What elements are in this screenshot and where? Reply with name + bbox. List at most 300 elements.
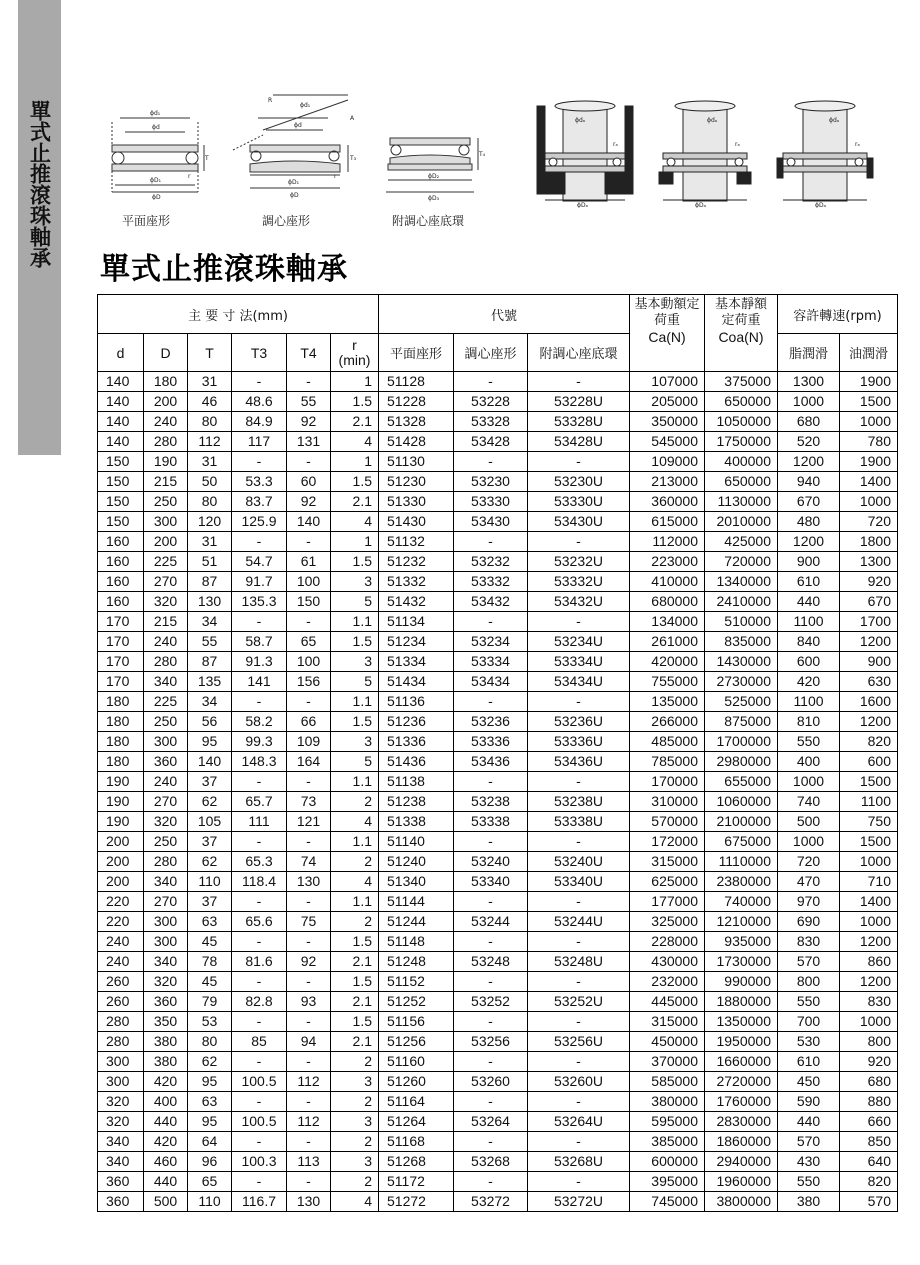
col-T: T: [188, 334, 232, 372]
cell-D: 440: [144, 1112, 188, 1132]
cell-D: 200: [144, 392, 188, 412]
cell-D: 280: [144, 652, 188, 672]
cell-oil-speed: 670: [840, 592, 898, 612]
cell-r: 3: [331, 1112, 379, 1132]
dim-label: rₐ: [855, 141, 860, 148]
col-T4: T4: [287, 334, 331, 372]
cell-flat-code: 51248: [379, 952, 454, 972]
cell-oil-speed: 570: [840, 1192, 898, 1212]
cell-r: 5: [331, 592, 379, 612]
cell-aligning-code: -: [454, 972, 528, 992]
cell-washer-code: 53234U: [528, 632, 630, 652]
dim-label: A: [350, 115, 355, 122]
cell-aligning-code: 53264: [454, 1112, 528, 1132]
cell-T3: -: [232, 1012, 287, 1032]
cell-oil-speed: 860: [840, 952, 898, 972]
cell-static-load: 2980000: [705, 752, 778, 772]
cell-grease-speed: 590: [778, 1092, 840, 1112]
cell-aligning-code: 53230: [454, 472, 528, 492]
cell-T4: 100: [287, 652, 331, 672]
cell-d: 150: [98, 472, 144, 492]
cell-flat-code: 51328: [379, 412, 454, 432]
cell-dynamic-load: 177000: [630, 892, 705, 912]
cell-T4: -: [287, 1172, 331, 1192]
dim-label: T₃: [350, 155, 357, 162]
cell-grease-speed: 530: [778, 1032, 840, 1052]
cell-dynamic-load: 109000: [630, 452, 705, 472]
cell-T3: 111: [232, 812, 287, 832]
cell-flat-code: 51264: [379, 1112, 454, 1132]
cell-aligning-code: -: [454, 932, 528, 952]
dim-label: rₐ: [613, 141, 618, 148]
cell-D: 200: [144, 532, 188, 552]
cell-dynamic-load: 315000: [630, 852, 705, 872]
cell-T3: 148.3: [232, 752, 287, 772]
cell-dynamic-load: 135000: [630, 692, 705, 712]
cell-d: 140: [98, 432, 144, 452]
col-aligning: 調心座形: [454, 334, 528, 372]
cell-D: 250: [144, 832, 188, 852]
cell-aligning-code: 53260: [454, 1072, 528, 1092]
cell-d: 140: [98, 392, 144, 412]
cell-D: 420: [144, 1132, 188, 1152]
cell-static-load: 720000: [705, 552, 778, 572]
cell-aligning-code: 53232: [454, 552, 528, 572]
dim-label: ϕD: [152, 194, 161, 200]
cell-d: 140: [98, 372, 144, 392]
cell-grease-speed: 450: [778, 1072, 840, 1092]
cell-oil-speed: 800: [840, 1032, 898, 1052]
cell-static-load: 525000: [705, 692, 778, 712]
cell-dynamic-load: 545000: [630, 432, 705, 452]
dim-label: r: [188, 173, 191, 180]
cell-T4: 130: [287, 872, 331, 892]
cell-r: 4: [331, 512, 379, 532]
cell-T3: 91.7: [232, 572, 287, 592]
cell-oil-speed: 710: [840, 872, 898, 892]
table-row: [98, 752, 898, 772]
cell-grease-speed: 940: [778, 472, 840, 492]
cell-aligning-code: 53240: [454, 852, 528, 872]
cell-T3: 100.5: [232, 1112, 287, 1132]
table-row: [98, 772, 898, 792]
cell-D: 360: [144, 992, 188, 1012]
cell-T4: -: [287, 972, 331, 992]
cell-static-load: 990000: [705, 972, 778, 992]
cell-T3: -: [232, 612, 287, 632]
cell-T4: -: [287, 1012, 331, 1032]
cell-washer-code: 53336U: [528, 732, 630, 752]
cell-d: 180: [98, 732, 144, 752]
cell-r: 1.1: [331, 692, 379, 712]
cell-grease-speed: 810: [778, 712, 840, 732]
cell-d: 300: [98, 1072, 144, 1092]
cell-T: 110: [188, 1192, 232, 1212]
cell-static-load: 1730000: [705, 952, 778, 972]
table-body: [98, 372, 898, 1212]
cell-aligning-code: -: [454, 1092, 528, 1112]
cell-flat-code: 51238: [379, 792, 454, 812]
cell-grease-speed: 840: [778, 632, 840, 652]
cell-T3: 99.3: [232, 732, 287, 752]
cell-aligning-code: -: [454, 832, 528, 852]
cell-dynamic-load: 445000: [630, 992, 705, 1012]
cell-grease-speed: 1000: [778, 392, 840, 412]
cell-washer-code: -: [528, 832, 630, 852]
col-r: r (min): [331, 334, 379, 372]
cell-D: 215: [144, 612, 188, 632]
cell-aligning-code: 53428: [454, 432, 528, 452]
cell-static-load: 875000: [705, 712, 778, 732]
table-row: [98, 1012, 898, 1032]
cell-washer-code: 53238U: [528, 792, 630, 812]
cell-T3: -: [232, 772, 287, 792]
cell-aligning-code: -: [454, 772, 528, 792]
cell-oil-speed: 1700: [840, 612, 898, 632]
cell-r: 2: [331, 1132, 379, 1152]
cell-d: 160: [98, 532, 144, 552]
cell-T: 95: [188, 1112, 232, 1132]
dim-label: ϕD₂: [428, 173, 439, 180]
cell-washer-code: -: [528, 892, 630, 912]
cell-oil-speed: 1000: [840, 492, 898, 512]
cell-r: 1.1: [331, 612, 379, 632]
cell-grease-speed: 470: [778, 872, 840, 892]
cell-washer-code: 53428U: [528, 432, 630, 452]
cell-T3: -: [232, 832, 287, 852]
cell-static-load: 1700000: [705, 732, 778, 752]
cell-oil-speed: 820: [840, 1172, 898, 1192]
cell-T: 45: [188, 972, 232, 992]
cell-r: 2.1: [331, 492, 379, 512]
cell-T: 56: [188, 712, 232, 732]
cell-T4: 73: [287, 792, 331, 812]
cell-flat-code: 51268: [379, 1152, 454, 1172]
table-row: [98, 932, 898, 952]
cell-static-load: 2010000: [705, 512, 778, 532]
cell-d: 360: [98, 1172, 144, 1192]
cell-r: 1.5: [331, 392, 379, 412]
cell-aligning-code: -: [454, 1012, 528, 1032]
cell-T3: 135.3: [232, 592, 287, 612]
cell-T4: -: [287, 532, 331, 552]
table-row: [98, 872, 898, 892]
cell-T: 80: [188, 1032, 232, 1052]
cell-grease-speed: 550: [778, 992, 840, 1012]
cell-T: 95: [188, 1072, 232, 1092]
table-row: [98, 492, 898, 512]
cell-oil-speed: 1200: [840, 972, 898, 992]
cell-static-load: 2940000: [705, 1152, 778, 1172]
table-row: [98, 392, 898, 412]
cell-flat-code: 51436: [379, 752, 454, 772]
cell-aligning-code: -: [454, 452, 528, 472]
cell-aligning-code: 53328: [454, 412, 528, 432]
cell-r: 2.1: [331, 952, 379, 972]
cell-D: 300: [144, 732, 188, 752]
cell-oil-speed: 1400: [840, 472, 898, 492]
cell-r: 3: [331, 1152, 379, 1172]
table-row: [98, 472, 898, 492]
page-title: 單式止推滾珠軸承: [100, 252, 348, 287]
cell-r: 1.5: [331, 1012, 379, 1032]
cell-d: 220: [98, 912, 144, 932]
cell-T: 87: [188, 652, 232, 672]
dim-label: ϕDₐ: [577, 202, 588, 208]
cell-T4: 74: [287, 852, 331, 872]
cell-d: 340: [98, 1152, 144, 1172]
cell-D: 240: [144, 632, 188, 652]
cell-T4: 55: [287, 392, 331, 412]
cell-T3: 48.6: [232, 392, 287, 412]
header-speed: 容許轉速(rpm): [778, 295, 898, 334]
header-main-dims: 主 要 寸 法(mm): [98, 295, 379, 334]
cell-grease-speed: 1200: [778, 452, 840, 472]
cell-r: 5: [331, 752, 379, 772]
cell-r: 1.5: [331, 972, 379, 992]
cell-dynamic-load: 172000: [630, 832, 705, 852]
cell-static-load: 1130000: [705, 492, 778, 512]
cell-r: 3: [331, 652, 379, 672]
cell-washer-code: 53240U: [528, 852, 630, 872]
cell-T: 62: [188, 1052, 232, 1072]
cell-D: 180: [144, 372, 188, 392]
cell-flat-code: 51156: [379, 1012, 454, 1032]
cell-flat-code: 51168: [379, 1132, 454, 1152]
cell-d: 280: [98, 1032, 144, 1052]
cell-dynamic-load: 385000: [630, 1132, 705, 1152]
cell-D: 380: [144, 1052, 188, 1072]
dim-label: ϕDₐ: [695, 202, 706, 208]
cell-T4: -: [287, 452, 331, 472]
table-row: [98, 1052, 898, 1072]
cell-T4: 60: [287, 472, 331, 492]
cell-static-load: 3800000: [705, 1192, 778, 1212]
cell-D: 240: [144, 412, 188, 432]
dim-label: T₄: [479, 151, 486, 158]
cell-flat-code: 51228: [379, 392, 454, 412]
cell-T: 37: [188, 832, 232, 852]
header-dynamic-load: 基本動額定荷重 Ca(N): [630, 295, 705, 372]
cell-grease-speed: 1300: [778, 372, 840, 392]
cell-grease-speed: 1000: [778, 832, 840, 852]
cell-d: 200: [98, 832, 144, 852]
cell-flat-code: 51332: [379, 572, 454, 592]
cell-d: 170: [98, 632, 144, 652]
cell-d: 260: [98, 992, 144, 1012]
cell-d: 170: [98, 652, 144, 672]
cell-T3: -: [232, 892, 287, 912]
cell-T3: 83.7: [232, 492, 287, 512]
cell-aligning-code: 53234: [454, 632, 528, 652]
cell-flat-code: 51134: [379, 612, 454, 632]
cell-d: 150: [98, 512, 144, 532]
cell-washer-code: -: [528, 612, 630, 632]
cell-aligning-code: 53272: [454, 1192, 528, 1212]
cell-flat-code: 51138: [379, 772, 454, 792]
cell-aligning-code: 53436: [454, 752, 528, 772]
cell-oil-speed: 850: [840, 1132, 898, 1152]
header-code: 代號: [379, 295, 630, 334]
cell-D: 340: [144, 672, 188, 692]
cell-flat-code: 51236: [379, 712, 454, 732]
cell-static-load: 835000: [705, 632, 778, 652]
cell-D: 500: [144, 1192, 188, 1212]
cell-d: 150: [98, 452, 144, 472]
cell-T: 37: [188, 892, 232, 912]
cell-dynamic-load: 395000: [630, 1172, 705, 1192]
cell-washer-code: 53338U: [528, 812, 630, 832]
cell-T4: 66: [287, 712, 331, 732]
cell-static-load: 935000: [705, 932, 778, 952]
cell-static-load: 1110000: [705, 852, 778, 872]
cell-T4: -: [287, 772, 331, 792]
cell-T4: 131: [287, 432, 331, 452]
cell-d: 300: [98, 1052, 144, 1072]
cell-r: 2.1: [331, 1032, 379, 1052]
cell-washer-code: 53228U: [528, 392, 630, 412]
cell-oil-speed: 880: [840, 1092, 898, 1112]
cell-static-load: 1660000: [705, 1052, 778, 1072]
cell-d: 200: [98, 872, 144, 892]
cell-oil-speed: 720: [840, 512, 898, 532]
cell-aligning-code: 53244: [454, 912, 528, 932]
cell-flat-code: 51256: [379, 1032, 454, 1052]
cell-oil-speed: 1200: [840, 632, 898, 652]
cell-d: 320: [98, 1092, 144, 1112]
cell-T3: -: [232, 692, 287, 712]
bearing-table-wrapper: [97, 294, 898, 1212]
cell-static-load: 2380000: [705, 872, 778, 892]
cell-dynamic-load: 370000: [630, 1052, 705, 1072]
table-row: [98, 572, 898, 592]
cell-static-load: 400000: [705, 452, 778, 472]
cell-grease-speed: 720: [778, 852, 840, 872]
cell-T4: 61: [287, 552, 331, 572]
cell-T: 51: [188, 552, 232, 572]
cell-aligning-code: 53268: [454, 1152, 528, 1172]
cell-washer-code: -: [528, 1012, 630, 1032]
cell-dynamic-load: 785000: [630, 752, 705, 772]
cell-D: 270: [144, 572, 188, 592]
cell-r: 3: [331, 732, 379, 752]
cell-dynamic-load: 430000: [630, 952, 705, 972]
cell-static-load: 1350000: [705, 1012, 778, 1032]
cell-flat-code: 51230: [379, 472, 454, 492]
cell-T4: 94: [287, 1032, 331, 1052]
cell-T3: 118.4: [232, 872, 287, 892]
cell-static-load: 510000: [705, 612, 778, 632]
table-row: [98, 792, 898, 812]
cell-aligning-code: 53338: [454, 812, 528, 832]
cell-d: 200: [98, 852, 144, 872]
cell-D: 320: [144, 812, 188, 832]
cell-d: 280: [98, 1012, 144, 1032]
cell-washer-code: -: [528, 452, 630, 472]
dim-label: ϕd: [294, 122, 302, 129]
cell-washer-code: -: [528, 1172, 630, 1192]
cell-static-load: 650000: [705, 472, 778, 492]
table-row: [98, 1092, 898, 1112]
cell-flat-code: 51272: [379, 1192, 454, 1212]
col-flat: 平面座形: [379, 334, 454, 372]
table-row: [98, 1192, 898, 1212]
cell-T3: 81.6: [232, 952, 287, 972]
cell-T4: -: [287, 932, 331, 952]
cell-T4: 113: [287, 1152, 331, 1172]
cell-aligning-code: 53228: [454, 392, 528, 412]
cell-D: 420: [144, 1072, 188, 1092]
cell-r: 2.1: [331, 412, 379, 432]
cell-grease-speed: 670: [778, 492, 840, 512]
dim-label: T: [205, 155, 209, 162]
caption-flat-seat: 平面座形: [122, 214, 171, 228]
cell-T: 105: [188, 812, 232, 832]
cell-grease-speed: 430: [778, 1152, 840, 1172]
cell-oil-speed: 830: [840, 992, 898, 1012]
cell-oil-speed: 820: [840, 732, 898, 752]
cell-dynamic-load: 205000: [630, 392, 705, 412]
cell-static-load: 740000: [705, 892, 778, 912]
cell-aligning-code: 53238: [454, 792, 528, 812]
cell-T: 110: [188, 872, 232, 892]
cell-T4: 92: [287, 492, 331, 512]
cell-aligning-code: 53256: [454, 1032, 528, 1052]
table-row: [98, 452, 898, 472]
cell-grease-speed: 570: [778, 952, 840, 972]
cell-T3: 91.3: [232, 652, 287, 672]
cell-T3: 58.7: [232, 632, 287, 652]
cell-dynamic-load: 310000: [630, 792, 705, 812]
cell-T: 80: [188, 492, 232, 512]
cell-T: 80: [188, 412, 232, 432]
cell-d: 190: [98, 812, 144, 832]
cell-r: 1.1: [331, 832, 379, 852]
cell-r: 2: [331, 912, 379, 932]
cell-T: 62: [188, 792, 232, 812]
cell-grease-speed: 400: [778, 752, 840, 772]
cell-T3: 141: [232, 672, 287, 692]
cell-oil-speed: 600: [840, 752, 898, 772]
cell-D: 240: [144, 772, 188, 792]
cell-washer-code: 53248U: [528, 952, 630, 972]
cell-static-load: 425000: [705, 532, 778, 552]
table-row: [98, 1132, 898, 1152]
col-washer: 附調心座底環: [528, 334, 630, 372]
cell-washer-code: -: [528, 372, 630, 392]
cell-oil-speed: 1200: [840, 712, 898, 732]
cell-dynamic-load: 410000: [630, 572, 705, 592]
bearing-table: [97, 294, 898, 1212]
cell-T: 95: [188, 732, 232, 752]
cell-T3: 85: [232, 1032, 287, 1052]
cell-d: 170: [98, 672, 144, 692]
cell-washer-code: 53264U: [528, 1112, 630, 1132]
cell-aligning-code: -: [454, 1132, 528, 1152]
dim-label: ϕD₃: [428, 195, 439, 202]
cell-dynamic-load: 107000: [630, 372, 705, 392]
cell-aligning-code: 53340: [454, 872, 528, 892]
cell-T: 120: [188, 512, 232, 532]
table-row: [98, 372, 898, 392]
cell-T4: 112: [287, 1072, 331, 1092]
cell-flat-code: 51252: [379, 992, 454, 1012]
cell-dynamic-load: 595000: [630, 1112, 705, 1132]
cell-grease-speed: 680: [778, 412, 840, 432]
diagram-mounting-3: [775, 98, 880, 208]
cell-T: 63: [188, 1092, 232, 1112]
cell-static-load: 2410000: [705, 592, 778, 612]
